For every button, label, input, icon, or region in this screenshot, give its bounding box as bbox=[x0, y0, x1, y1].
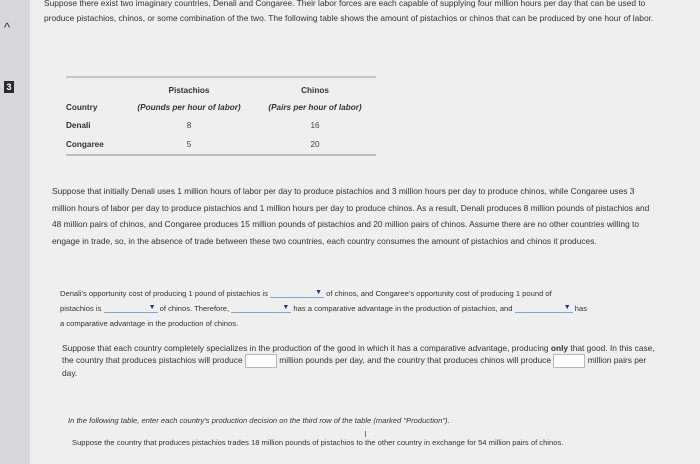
opp-sentence-line2 bbox=[60, 303, 587, 313]
intro-paragraph: Suppose there exist two imaginary countries, Denali and Congaree. Their labor forces are each capable of supplying four million hours per day that can be used to produce pistachios, chinos, or some combination of the two. The following table shows the amount of pistachios or chinos that can be produced by one hour of labor. bbox=[44, 0, 654, 23]
opp-sentence-line1 bbox=[60, 288, 552, 298]
header-pistachios: Pistachios bbox=[168, 85, 210, 95]
denali-opp-cost-dropdown[interactable] bbox=[270, 288, 324, 298]
header-country: Country bbox=[66, 102, 98, 112]
specialize-paragraph bbox=[62, 343, 657, 379]
question-page bbox=[30, 0, 700, 464]
opp-text-3: pistachios is bbox=[60, 304, 102, 313]
pistachio-advantage-dropdown[interactable] bbox=[231, 303, 291, 313]
opp-text-7: a comparative advantage in the production of chinos. bbox=[60, 319, 239, 328]
row-pistachios: 5 bbox=[186, 140, 192, 149]
table-top-rule bbox=[66, 76, 376, 78]
specialize-text-2: that good. In this case, the country that produces pistachios will produce bbox=[62, 343, 655, 366]
opp-text-5: has a comparative advantage in the production of pistachios, and bbox=[293, 304, 513, 313]
row-chinos: 20 bbox=[310, 140, 320, 149]
scenario-paragraph: Suppose that initially Denali uses 1 million hours of labor per day to produce pistachios and 3 million hours per day to produce chinos, while Congaree uses 3 million hours of labor per day to produce pistachios and 1 million hours per day to produce chinos. As a result, Denali produces 8 million pounds of pistachios and 48 million pairs of chinos, and Congaree produces 15 million pounds of pistachios and 20 million pairs of chinos. Assume there are no other countries willing to engage in trade, so, in the absence of trade between these two countries, each country consumes the amount of pistachios and chinos it produces. bbox=[52, 186, 650, 246]
specialize-text-3: million pounds per day, and the country that produces chinos will produce bbox=[279, 355, 552, 366]
specialize-text-1: Suppose that each country completely specializes in the production of the good in which it has a comparative advantage, producing bbox=[62, 343, 549, 353]
table-row bbox=[66, 116, 376, 135]
specialize-text-4: million pairs per day. bbox=[62, 355, 647, 378]
chinos-quantity-input[interactable] bbox=[553, 354, 585, 368]
pistachio-quantity-input[interactable] bbox=[245, 354, 277, 368]
divider-tick bbox=[365, 431, 366, 437]
opp-sentence-line3 bbox=[60, 319, 238, 328]
congaree-opp-cost-dropdown[interactable] bbox=[104, 303, 158, 313]
caret-down-icon: ▼ bbox=[148, 304, 156, 311]
row-country: Denali bbox=[66, 121, 91, 130]
chevron-up-icon[interactable]: ^ bbox=[4, 20, 11, 35]
header-chinos: Chinos bbox=[301, 85, 329, 95]
left-rail bbox=[0, 0, 30, 464]
opp-text-4: of chinos. Therefore, bbox=[159, 304, 230, 313]
instruction-text: In the following table, enter each country's production decision on the third row of the table (marked "Production"). bbox=[68, 416, 450, 425]
caret-down-icon: ▼ bbox=[563, 304, 571, 311]
row-country: Congaree bbox=[66, 140, 104, 149]
table-row bbox=[66, 135, 376, 154]
opp-text-1: Denali's opportunity cost of producing 1 pound of pistachios is bbox=[60, 289, 268, 298]
caret-down-icon: ▼ bbox=[282, 304, 290, 311]
opp-text-2: of chinos, and Congaree's opportunity cost of producing 1 pound of bbox=[326, 289, 552, 298]
question-number-badge: 3 bbox=[4, 81, 14, 93]
chinos-advantage-dropdown[interactable] bbox=[515, 303, 573, 313]
header-chinos-unit: (Pairs per hour of labor) bbox=[268, 102, 362, 112]
header-pistachios-unit: (Pounds per hour of labor) bbox=[137, 102, 241, 112]
row-chinos: 16 bbox=[310, 121, 320, 130]
trade-text: Suppose the country that produces pistachios trades 18 million pounds of pistachios to the other country in exchange for 54 million pairs of chinos. bbox=[72, 438, 564, 447]
opp-text-6: has bbox=[574, 304, 587, 313]
row-pistachios: 8 bbox=[186, 121, 192, 130]
table-bottom-rule bbox=[66, 154, 376, 156]
caret-down-icon: ▼ bbox=[315, 289, 322, 296]
production-table bbox=[66, 82, 376, 154]
specialize-bold: only bbox=[550, 343, 569, 353]
